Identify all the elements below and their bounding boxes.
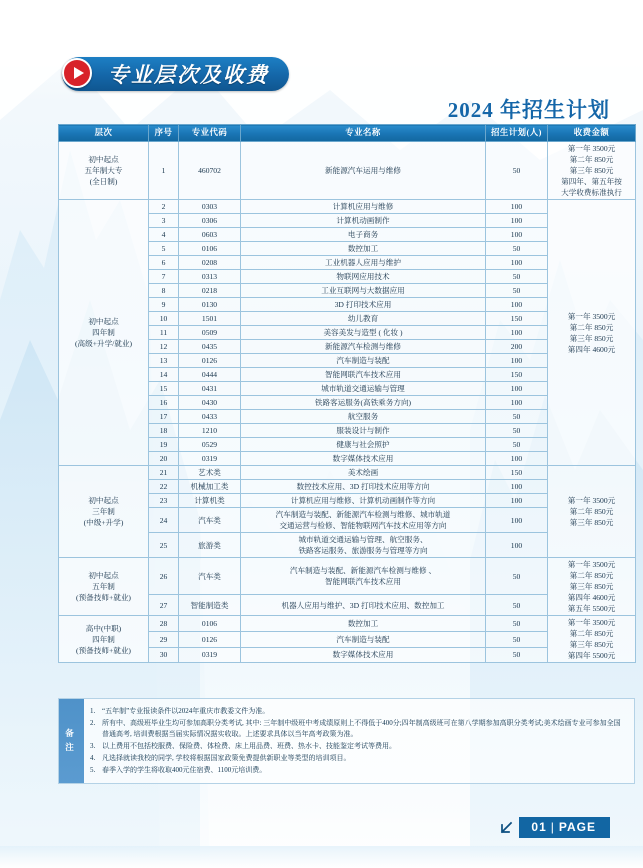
cell-name: 物联网应用技术 (241, 270, 486, 284)
table-header (59, 125, 636, 142)
page-separator: | (550, 820, 555, 834)
remark-number: 1. (90, 706, 96, 715)
cell-code: 0529 (179, 438, 241, 452)
remark-item (90, 706, 626, 717)
cell-seq: 15 (149, 382, 179, 396)
cell-quota: 50 (486, 242, 548, 256)
cell-code: 0303 (179, 200, 241, 214)
cell-code: 0126 (179, 631, 241, 647)
cell-name: 数控加工 (241, 616, 486, 632)
cell-quota: 100 (486, 480, 548, 494)
table-row (59, 466, 636, 480)
cell-name: 健康与社会照护 (241, 438, 486, 452)
cell-quota: 50 (486, 284, 548, 298)
cell-code: 0319 (179, 647, 241, 663)
cell-name: 智能网联汽车技术应用 (241, 368, 486, 382)
remarks-list (84, 699, 634, 783)
section-header-banner (62, 56, 289, 92)
cell-quota: 100 (486, 200, 548, 214)
cell-name: 新能源汽车检测与维修 (241, 340, 486, 354)
page-title: 2024 年招生计划 (447, 98, 610, 122)
cell-name: 汽车制造与装配 (241, 354, 486, 368)
cell-name: 计算机动画制作 (241, 214, 486, 228)
remark-item (90, 753, 626, 764)
remark-text: “五年制”专业报读条件以2024年重庆市教委文件为准。 (102, 706, 270, 715)
cell-quota: 50 (486, 270, 548, 284)
cell-seq: 2 (149, 200, 179, 214)
table-row (59, 558, 636, 595)
cell-quota: 100 (486, 256, 548, 270)
cell-name: 新能源汽车运用与维修 (241, 142, 486, 200)
column-header-fee: 收费金额 (548, 125, 636, 142)
cell-seq: 7 (149, 270, 179, 284)
remarks-label (59, 699, 84, 783)
cell-quota: 100 (486, 214, 548, 228)
arrow-down-left-icon (498, 820, 514, 836)
cell-name: 数字媒体技术应用 (241, 647, 486, 663)
cell-quota: 50 (486, 616, 548, 632)
cell-seq: 4 (149, 228, 179, 242)
table-header-row (59, 125, 636, 142)
cell-quota: 100 (486, 396, 548, 410)
column-header-name: 专业名称 (241, 125, 486, 142)
cell-seq: 16 (149, 396, 179, 410)
cell-seq: 17 (149, 410, 179, 424)
cell-seq: 22 (149, 480, 179, 494)
cell-code: 0444 (179, 368, 241, 382)
column-header-level: 层次 (59, 125, 149, 142)
table-row (59, 142, 636, 200)
cell-name: 汽车制造与装配 (241, 631, 486, 647)
cell-level: 初中起点 三年制 (中级+升学) (59, 466, 149, 558)
remarks-label-char-1: 备 (65, 728, 78, 739)
cell-seq: 25 (149, 533, 179, 558)
cell-name: 铁路客运服务(高铁乘务方向) (241, 396, 486, 410)
cell-name: 服装设计与制作 (241, 424, 486, 438)
cell-seq: 14 (149, 368, 179, 382)
cell-code: 汽车类 (179, 508, 241, 533)
cell-seq: 6 (149, 256, 179, 270)
cell-seq: 1 (149, 142, 179, 200)
cell-name: 美术绘画 (241, 466, 486, 480)
cell-code: 0106 (179, 242, 241, 256)
cell-code: 1210 (179, 424, 241, 438)
table-body (59, 142, 636, 663)
cell-quota: 100 (486, 228, 548, 242)
cell-name: 城市轨道交通运输与管理、航空服务、 铁路客运服务、旅游服务与管理等方向 (241, 533, 486, 558)
cell-name: 机器人应用与维护、3D 打印技术应用、数控加工 (241, 595, 486, 616)
cell-name: 工业互联网与大数据应用 (241, 284, 486, 298)
cell-fee: 第一年 3500元 第二年 850元 第三年 850元 (548, 466, 636, 558)
cell-seq: 24 (149, 508, 179, 533)
cell-fee: 第一年 3500元 第二年 850元 第三年 850元 第四年、第五年按 大学收费标准执行 (548, 142, 636, 200)
column-header-quota: 招生计划(人) (486, 125, 548, 142)
cell-code: 计算机类 (179, 494, 241, 508)
cell-quota: 100 (486, 533, 548, 558)
cell-quota: 150 (486, 312, 548, 326)
cell-code: 460702 (179, 142, 241, 200)
cell-name: 幼儿教育 (241, 312, 486, 326)
cell-code: 0208 (179, 256, 241, 270)
cell-fee: 第一年 3500元 第二年 850元 第三年 850元 第四年 4600元 (548, 200, 636, 466)
cell-seq: 18 (149, 424, 179, 438)
cell-code: 0126 (179, 354, 241, 368)
cell-name: 汽车制造与装配、新能源汽车检测与维修、城市轨道 交通运营与检修、智能物联网汽车技术应用等方向 (241, 508, 486, 533)
cell-quota: 200 (486, 340, 548, 354)
cell-seq: 9 (149, 298, 179, 312)
cell-code: 旅游类 (179, 533, 241, 558)
cell-seq: 26 (149, 558, 179, 595)
cell-seq: 8 (149, 284, 179, 298)
cell-seq: 23 (149, 494, 179, 508)
cell-level: 初中起点 五年制大专 (全日制) (59, 142, 149, 200)
cell-code: 汽车类 (179, 558, 241, 595)
cell-quota: 50 (486, 647, 548, 663)
cell-quota: 50 (486, 438, 548, 452)
cell-code: 0130 (179, 298, 241, 312)
cell-quota: 50 (486, 558, 548, 595)
cell-seq: 5 (149, 242, 179, 256)
remark-number: 3. (90, 742, 96, 750)
page-label: PAGE (558, 820, 596, 834)
cell-code: 机械加工类 (179, 480, 241, 494)
cell-quota: 50 (486, 631, 548, 647)
bottom-gradient-band (0, 846, 643, 868)
remark-text: 以上费用不包括校服费、保险费、体检费、床上用品费、班费、热水卡、技能鉴定考试等费用。 (102, 742, 396, 750)
cell-fee: 第一年 3500元 第二年 850元 第三年 850元 第四年 5500元 (548, 616, 636, 663)
cell-name: 数控技术应用、3D 打印技术应用等方向 (241, 480, 486, 494)
cell-seq: 30 (149, 647, 179, 663)
cell-level: 高中(中职) 四年制 (预备技师+就业) (59, 616, 149, 663)
cell-quota: 50 (486, 424, 548, 438)
cell-name: 美容美发与造型 ( 化妆 ) (241, 326, 486, 340)
cell-seq: 13 (149, 354, 179, 368)
cell-code: 智能制造类 (179, 595, 241, 616)
cell-quota: 100 (486, 452, 548, 466)
cell-seq: 27 (149, 595, 179, 616)
cell-name: 数字媒体技术应用 (241, 452, 486, 466)
remark-text: 凡选择就读我校的同学, 学校将根据国家政策免费提供新职业等类型的培训项目。 (102, 753, 351, 762)
cell-code: 1501 (179, 312, 241, 326)
cell-code: 0319 (179, 452, 241, 466)
remark-number: 5. (90, 765, 96, 774)
cell-quota: 150 (486, 368, 548, 382)
cell-code: 0435 (179, 340, 241, 354)
table-row (59, 616, 636, 632)
cell-name: 计算机应用与维修 (241, 200, 486, 214)
cell-name: 电子商务 (241, 228, 486, 242)
remarks-box (58, 698, 635, 784)
cell-code: 0218 (179, 284, 241, 298)
cell-quota: 150 (486, 466, 548, 480)
remark-item (90, 718, 626, 741)
remark-text: 春季入学的学生将收取400元住宿费、1100元培训费。 (102, 765, 267, 774)
column-header-seq: 序号 (149, 125, 179, 142)
cell-seq: 28 (149, 616, 179, 632)
cell-name: 工业机器人应用与维护 (241, 256, 486, 270)
cell-name: 城市轨道交通运输与管理 (241, 382, 486, 396)
page-number-pill (519, 817, 610, 838)
remark-number: 4. (90, 753, 96, 762)
page-number: 01 (531, 820, 547, 834)
cell-level: 初中起点 五年制 (预备技师+就业) (59, 558, 149, 616)
cell-code: 0430 (179, 396, 241, 410)
cell-code: 艺术类 (179, 466, 241, 480)
cell-name: 航空服务 (241, 410, 486, 424)
cell-quota: 100 (486, 508, 548, 533)
banner-title: 专业层次及收费 (108, 64, 269, 87)
cell-code: 0509 (179, 326, 241, 340)
cell-level: 初中起点 四年制 (高级+升学/就业) (59, 200, 149, 466)
cell-quota: 50 (486, 142, 548, 200)
cell-name: 计算机应用与维修、计算机动画制作等方向 (241, 494, 486, 508)
cell-quota: 50 (486, 410, 548, 424)
cell-seq: 29 (149, 631, 179, 647)
cell-quota: 100 (486, 382, 548, 396)
cell-seq: 12 (149, 340, 179, 354)
cell-name: 汽车制造与装配、新能源汽车检测与维修 、 智能网联汽车技术应用 (241, 558, 486, 595)
remark-item (90, 741, 626, 752)
cell-quota: 100 (486, 494, 548, 508)
cell-seq: 20 (149, 452, 179, 466)
cell-code: 0431 (179, 382, 241, 396)
cell-code: 0306 (179, 214, 241, 228)
remark-item (90, 765, 626, 776)
cell-code: 0313 (179, 270, 241, 284)
play-triangle-icon (62, 58, 92, 88)
cell-fee: 第一年 3500元 第二年 850元 第三年 850元 第四年 4600元 第五年 5500元 (548, 558, 636, 616)
cell-name: 数控加工 (241, 242, 486, 256)
cell-seq: 21 (149, 466, 179, 480)
table-row (59, 200, 636, 214)
cell-seq: 19 (149, 438, 179, 452)
cell-quota: 100 (486, 354, 548, 368)
enrollment-plan-table-container (58, 124, 635, 663)
remark-number: 2. (90, 718, 96, 727)
cell-quota: 50 (486, 595, 548, 616)
cell-seq: 10 (149, 312, 179, 326)
cell-code: 0106 (179, 616, 241, 632)
enrollment-plan-table (58, 124, 636, 663)
remarks-label-char-2: 注 (65, 742, 78, 752)
cell-name: 3D 打印技术应用 (241, 298, 486, 312)
cell-seq: 11 (149, 326, 179, 340)
cell-quota: 100 (486, 326, 548, 340)
cell-quota: 100 (486, 298, 548, 312)
cell-code: 0433 (179, 410, 241, 424)
cell-code: 0603 (179, 228, 241, 242)
page-footer (498, 817, 610, 838)
column-header-code: 专业代码 (179, 125, 241, 142)
remark-text: 所有中、高级班毕业生均可参加高职分类考试, 其中: 三年制中级班中考成绩原则上不得低于400分;四年制高级班可在第八学期参加高职分类考试;美术绘画专业可参加全国普通高考, 培训费根据当届实际情况据实收取。上述要求具体以当年高考政策为准。 (102, 718, 621, 739)
cell-seq: 3 (149, 214, 179, 228)
banner-pill (62, 57, 289, 91)
